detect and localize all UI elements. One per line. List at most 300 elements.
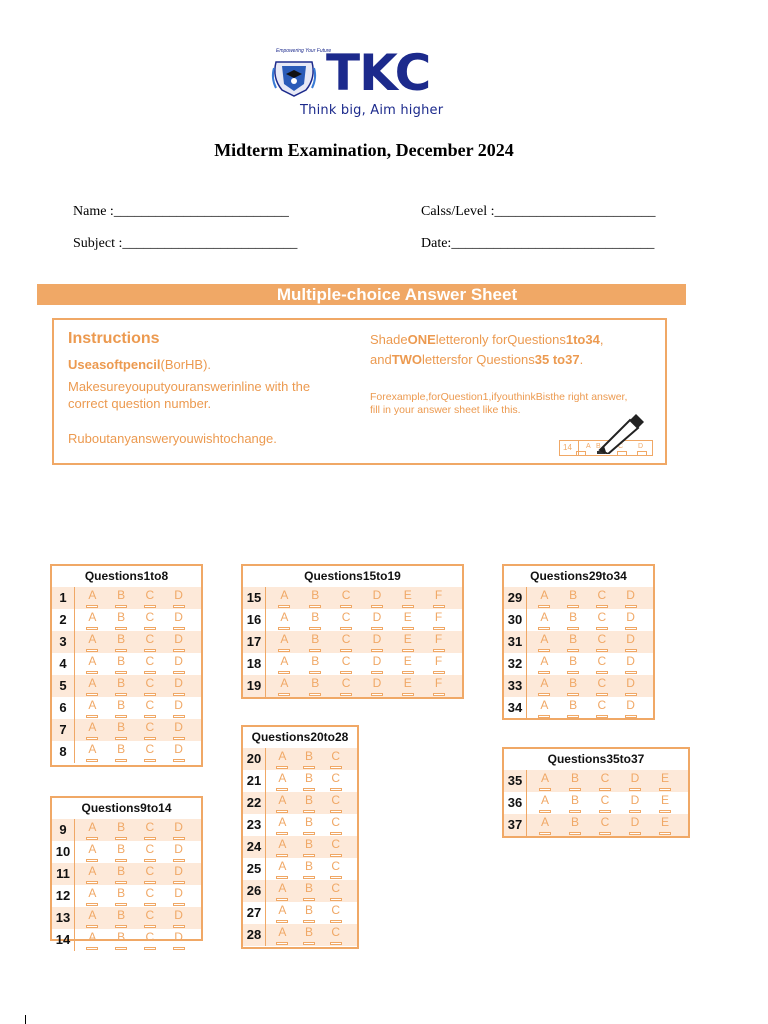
answer-bubble-c[interactable] bbox=[141, 587, 159, 609]
bubble-mark bbox=[115, 649, 127, 652]
bubble-letter: E bbox=[403, 610, 412, 624]
answer-bubble-a[interactable] bbox=[83, 741, 101, 763]
bubble-mark bbox=[86, 693, 98, 696]
bubble-letter: A bbox=[280, 676, 289, 690]
bubble-letter: B bbox=[117, 908, 126, 922]
question-number: 18 bbox=[243, 653, 266, 675]
pencil-rest: (BorHB). bbox=[160, 357, 212, 372]
logo-wordmark: TKC bbox=[326, 44, 431, 102]
answer-bubble-c[interactable] bbox=[141, 631, 159, 653]
bubble-mark bbox=[402, 605, 414, 608]
bubble-mark bbox=[115, 605, 127, 608]
answer-bubble-f[interactable] bbox=[430, 675, 448, 697]
answer-bubble-a[interactable] bbox=[273, 880, 291, 902]
answer-bubble-e[interactable] bbox=[656, 792, 674, 814]
answer-bubble-a[interactable] bbox=[273, 858, 291, 880]
answer-bubble-c[interactable] bbox=[141, 653, 159, 675]
bubble-letter: C bbox=[331, 881, 340, 895]
answer-bubble-d[interactable] bbox=[368, 609, 386, 631]
bubble-mark bbox=[173, 649, 185, 652]
answer-bubble-b[interactable] bbox=[112, 929, 130, 951]
answer-bubble-b[interactable] bbox=[300, 770, 318, 792]
answer-bubble-b[interactable] bbox=[306, 653, 324, 675]
answer-bubble-b[interactable] bbox=[112, 631, 130, 653]
answer-bubble-e[interactable] bbox=[399, 587, 417, 609]
bubble-mark bbox=[144, 605, 156, 608]
example-mark-a bbox=[576, 451, 586, 456]
answer-bubble-b[interactable] bbox=[566, 770, 584, 792]
bubble-letter: C bbox=[145, 820, 155, 834]
answer-bubble-b[interactable] bbox=[564, 631, 582, 653]
bubble-mark bbox=[303, 854, 315, 857]
answer-bubble-a[interactable] bbox=[273, 924, 291, 946]
answer-bubble-b[interactable] bbox=[306, 631, 324, 653]
bubble-letter: A bbox=[88, 908, 97, 922]
bubble-letter: C bbox=[145, 930, 155, 944]
bubble-letter: B bbox=[304, 859, 313, 873]
answer-bubble-c[interactable] bbox=[337, 653, 355, 675]
bubble-letter: C bbox=[341, 588, 351, 602]
bubble-letter: C bbox=[331, 815, 340, 829]
answer-bubble-b[interactable] bbox=[112, 587, 130, 609]
bubble-mark bbox=[115, 881, 127, 884]
question-number: 26 bbox=[243, 880, 266, 902]
bubble-letter: D bbox=[372, 610, 382, 624]
answer-bubble-c[interactable] bbox=[596, 814, 614, 836]
bubble-letter: D bbox=[630, 771, 640, 785]
bubble-mark bbox=[144, 903, 156, 906]
answer-bubble-b[interactable] bbox=[564, 697, 582, 719]
bubble-mark bbox=[539, 832, 551, 835]
bubble-mark bbox=[144, 693, 156, 696]
answer-bubble-a[interactable] bbox=[83, 697, 101, 719]
answer-bubble-b[interactable] bbox=[112, 863, 130, 885]
answer-bubble-c[interactable] bbox=[593, 653, 611, 675]
bubble-mark bbox=[173, 759, 185, 762]
bubble-mark bbox=[144, 737, 156, 740]
answer-bubble-b[interactable] bbox=[566, 814, 584, 836]
answer-bubble-a[interactable] bbox=[83, 819, 101, 841]
bubble-letter: A bbox=[278, 815, 287, 829]
shade-range: 1to34 bbox=[565, 332, 600, 347]
bubble-mark bbox=[538, 605, 550, 608]
answer-bubble-b[interactable] bbox=[112, 609, 130, 631]
bubble-letter: C bbox=[331, 749, 340, 763]
answer-bubble-c[interactable] bbox=[141, 609, 159, 631]
bubble-mark bbox=[86, 605, 98, 608]
bubble-letter: A bbox=[88, 820, 97, 834]
answer-bubble-b[interactable] bbox=[112, 719, 130, 741]
answer-grid-questions-15-19 bbox=[241, 564, 464, 699]
bubble-letter: C bbox=[331, 859, 340, 873]
answer-bubble-c[interactable] bbox=[327, 770, 345, 792]
answer-bubble-c[interactable] bbox=[327, 902, 345, 924]
answer-bubble-a[interactable] bbox=[536, 770, 554, 792]
answer-bubble-b[interactable] bbox=[306, 675, 324, 697]
answer-bubble-a[interactable] bbox=[83, 719, 101, 741]
bubble-mark bbox=[86, 881, 98, 884]
answer-bubble-d[interactable] bbox=[626, 814, 644, 836]
bubble-mark bbox=[278, 649, 290, 652]
bubble-letter: A bbox=[88, 698, 97, 712]
example-instruction: Forexample,forQuestion1,ifyouthinkBisthe right answer, fill in your answer sheet like this. bbox=[370, 391, 628, 416]
answer-bubble-e[interactable] bbox=[656, 814, 674, 836]
bubble-mark bbox=[173, 693, 185, 696]
answer-bubble-a[interactable] bbox=[83, 653, 101, 675]
shade-two: TWO bbox=[391, 352, 423, 367]
answer-bubble-c[interactable] bbox=[337, 631, 355, 653]
question-row bbox=[504, 587, 653, 609]
answer-bubble-a[interactable] bbox=[83, 863, 101, 885]
answer-bubble-f[interactable] bbox=[430, 631, 448, 653]
bubble-mark bbox=[629, 810, 641, 813]
answer-bubble-b[interactable] bbox=[112, 741, 130, 763]
bubble-letter: D bbox=[174, 742, 183, 756]
subject-field[interactable]: Subject :_________________________ bbox=[73, 236, 298, 251]
answer-bubble-a[interactable] bbox=[275, 653, 293, 675]
answer-bubble-a[interactable] bbox=[536, 814, 554, 836]
answer-bubble-d[interactable] bbox=[170, 819, 188, 841]
bubble-letter: A bbox=[280, 632, 289, 646]
answer-bubble-b[interactable] bbox=[566, 792, 584, 814]
grid-title: Questions1to8 bbox=[52, 566, 201, 588]
question-number: 12 bbox=[52, 885, 75, 907]
bubble-mark bbox=[86, 649, 98, 652]
bubble-mark bbox=[538, 649, 550, 652]
answer-bubble-d[interactable] bbox=[170, 631, 188, 653]
question-number: 37 bbox=[504, 814, 527, 836]
bubble-letter: D bbox=[174, 610, 183, 624]
date-field[interactable]: Date:_____________________________ bbox=[421, 236, 655, 251]
answer-bubble-a[interactable] bbox=[83, 929, 101, 951]
bubble-letter: D bbox=[174, 588, 183, 602]
bubble-letter: F bbox=[434, 676, 443, 690]
answer-bubble-d[interactable] bbox=[170, 609, 188, 631]
bubble-letter: D bbox=[372, 676, 382, 690]
bubble-mark bbox=[596, 693, 608, 696]
answer-bubble-b[interactable] bbox=[564, 609, 582, 631]
answer-bubble-d[interactable] bbox=[170, 929, 188, 951]
question-number: 36 bbox=[504, 792, 527, 814]
bubble-mark bbox=[173, 881, 185, 884]
answer-bubble-c[interactable] bbox=[593, 587, 611, 609]
bubble-letter: A bbox=[278, 771, 287, 785]
bubble-letter: A bbox=[278, 793, 287, 807]
bubble-letter: D bbox=[174, 908, 183, 922]
answer-bubble-a[interactable] bbox=[83, 841, 101, 863]
bubble-mark bbox=[625, 715, 637, 718]
answer-bubble-a[interactable] bbox=[273, 902, 291, 924]
bubble-letter: D bbox=[372, 632, 382, 646]
bubble-mark bbox=[144, 627, 156, 630]
answer-bubble-f[interactable] bbox=[430, 587, 448, 609]
bubble-letter: A bbox=[88, 632, 97, 646]
answer-bubble-a[interactable] bbox=[275, 587, 293, 609]
bubble-letter: B bbox=[311, 610, 320, 624]
question-row bbox=[504, 675, 653, 697]
answer-bubble-e[interactable] bbox=[399, 675, 417, 697]
answer-bubble-a[interactable] bbox=[83, 675, 101, 697]
answer-bubble-a[interactable] bbox=[273, 748, 291, 770]
answer-bubble-a[interactable] bbox=[83, 609, 101, 631]
bubble-letter: B bbox=[311, 632, 320, 646]
answer-bubble-b[interactable] bbox=[300, 836, 318, 858]
bubble-letter: A bbox=[278, 881, 287, 895]
bubble-letter: F bbox=[434, 610, 443, 624]
bubble-letter: A bbox=[540, 698, 549, 712]
answer-bubble-b[interactable] bbox=[300, 792, 318, 814]
bubble-mark bbox=[330, 876, 342, 879]
bubble-letter: C bbox=[597, 676, 607, 690]
answer-bubble-c[interactable] bbox=[141, 697, 159, 719]
answer-bubble-b[interactable] bbox=[300, 924, 318, 946]
bubble-mark bbox=[144, 947, 156, 950]
bubble-mark bbox=[402, 693, 414, 696]
answer-bubble-c[interactable] bbox=[327, 836, 345, 858]
answer-bubble-b[interactable] bbox=[112, 675, 130, 697]
answer-bubble-a[interactable] bbox=[535, 609, 553, 631]
bubble-letter: A bbox=[88, 930, 97, 944]
answer-bubble-b[interactable] bbox=[112, 819, 130, 841]
bubble-mark bbox=[330, 810, 342, 813]
answer-bubble-d[interactable] bbox=[626, 770, 644, 792]
text-cursor bbox=[25, 1015, 26, 1024]
answer-bubble-d[interactable] bbox=[170, 841, 188, 863]
answer-bubble-d[interactable] bbox=[170, 741, 188, 763]
bubble-mark bbox=[659, 810, 671, 813]
answer-bubble-a[interactable] bbox=[275, 631, 293, 653]
bubble-letter: E bbox=[403, 676, 412, 690]
bubble-mark bbox=[596, 627, 608, 630]
answer-bubble-a[interactable] bbox=[83, 631, 101, 653]
question-row bbox=[52, 697, 201, 719]
answer-bubble-e[interactable] bbox=[656, 770, 674, 792]
answer-bubble-d[interactable] bbox=[170, 653, 188, 675]
answer-bubble-b[interactable] bbox=[112, 885, 130, 907]
answer-bubble-a[interactable] bbox=[83, 885, 101, 907]
answer-bubble-d[interactable] bbox=[170, 907, 188, 929]
answer-bubble-c[interactable] bbox=[141, 675, 159, 697]
bubble-mark bbox=[569, 832, 581, 835]
answer-bubble-d[interactable] bbox=[170, 697, 188, 719]
example-letter-b: B bbox=[596, 443, 601, 450]
bubble-letter: C bbox=[597, 654, 607, 668]
answer-bubble-c[interactable] bbox=[141, 885, 159, 907]
answer-bubble-b[interactable] bbox=[112, 697, 130, 719]
bubble-letter: A bbox=[540, 676, 549, 690]
answer-bubble-a[interactable] bbox=[275, 609, 293, 631]
answer-bubble-d[interactable] bbox=[622, 697, 640, 719]
answer-bubble-b[interactable] bbox=[564, 675, 582, 697]
answer-bubble-b[interactable] bbox=[300, 814, 318, 836]
answer-bubble-c[interactable] bbox=[327, 924, 345, 946]
answer-bubble-b[interactable] bbox=[112, 653, 130, 675]
bubble-mark bbox=[86, 947, 98, 950]
answer-bubble-c[interactable] bbox=[141, 841, 159, 863]
bubble-mark bbox=[433, 671, 445, 674]
bubble-mark bbox=[371, 671, 383, 674]
answer-sheet-banner bbox=[37, 284, 686, 305]
answer-bubble-c[interactable] bbox=[327, 748, 345, 770]
answer-bubble-b[interactable] bbox=[306, 587, 324, 609]
answer-bubble-c[interactable] bbox=[337, 587, 355, 609]
answer-bubble-c[interactable] bbox=[596, 770, 614, 792]
bubble-mark bbox=[173, 671, 185, 674]
bubble-letter: B bbox=[570, 771, 579, 785]
answer-bubble-b[interactable] bbox=[300, 902, 318, 924]
answer-bubble-b[interactable] bbox=[564, 587, 582, 609]
answer-bubble-d[interactable] bbox=[170, 885, 188, 907]
bubble-mark bbox=[86, 671, 98, 674]
question-number: 10 bbox=[52, 841, 75, 863]
answer-bubble-b[interactable] bbox=[300, 748, 318, 770]
bubble-letter: D bbox=[626, 676, 635, 690]
bubble-mark bbox=[402, 671, 414, 674]
logo-tagline: Think big, Aim higher bbox=[300, 103, 444, 118]
bubble-mark bbox=[276, 766, 288, 769]
answer-bubble-a[interactable] bbox=[535, 631, 553, 653]
bubble-mark bbox=[538, 671, 550, 674]
bubble-letter: B bbox=[304, 881, 313, 895]
bubble-letter: C bbox=[145, 908, 155, 922]
answer-bubble-d[interactable] bbox=[170, 719, 188, 741]
bubble-mark bbox=[86, 759, 98, 762]
answer-bubble-d[interactable] bbox=[368, 653, 386, 675]
bubble-letter: B bbox=[117, 588, 126, 602]
bubble-mark bbox=[625, 605, 637, 608]
answer-bubble-c[interactable] bbox=[141, 929, 159, 951]
bubble-mark bbox=[625, 693, 637, 696]
answer-bubble-c[interactable] bbox=[141, 741, 159, 763]
question-row bbox=[243, 675, 462, 697]
answer-bubble-d[interactable] bbox=[626, 792, 644, 814]
answer-bubble-c[interactable] bbox=[593, 631, 611, 653]
bubble-mark bbox=[303, 876, 315, 879]
bubble-mark bbox=[340, 671, 352, 674]
answer-bubble-d[interactable] bbox=[622, 675, 640, 697]
answer-bubble-b[interactable] bbox=[300, 880, 318, 902]
answer-bubble-a[interactable] bbox=[536, 792, 554, 814]
answer-bubble-a[interactable] bbox=[273, 792, 291, 814]
answer-bubble-f[interactable] bbox=[430, 653, 448, 675]
question-row bbox=[52, 863, 201, 885]
bubble-mark bbox=[539, 810, 551, 813]
bubble-letter: D bbox=[626, 698, 635, 712]
answer-bubble-f[interactable] bbox=[430, 609, 448, 631]
bubble-mark bbox=[567, 649, 579, 652]
answer-bubble-d[interactable] bbox=[170, 587, 188, 609]
answer-bubble-b[interactable] bbox=[112, 907, 130, 929]
answer-bubble-a[interactable] bbox=[275, 675, 293, 697]
bubble-mark bbox=[567, 715, 579, 718]
bubble-mark bbox=[303, 810, 315, 813]
answer-bubble-b[interactable] bbox=[564, 653, 582, 675]
answer-bubble-d[interactable] bbox=[170, 675, 188, 697]
bubble-mark bbox=[115, 925, 127, 928]
answer-bubble-d[interactable] bbox=[368, 631, 386, 653]
bubble-mark bbox=[538, 627, 550, 630]
answer-grid-questions-20-28 bbox=[241, 725, 359, 949]
bubble-letter: F bbox=[434, 654, 443, 668]
answer-bubble-e[interactable] bbox=[399, 609, 417, 631]
answer-bubble-e[interactable] bbox=[399, 653, 417, 675]
answer-bubble-b[interactable] bbox=[112, 841, 130, 863]
answer-bubble-d[interactable] bbox=[622, 653, 640, 675]
bubble-mark bbox=[596, 671, 608, 674]
answer-bubble-a[interactable] bbox=[83, 587, 101, 609]
answer-bubble-c[interactable] bbox=[327, 880, 345, 902]
bubble-letter: A bbox=[278, 903, 287, 917]
bubble-letter: C bbox=[145, 698, 155, 712]
question-row bbox=[52, 885, 201, 907]
bubble-mark bbox=[309, 671, 321, 674]
bubble-letter: B bbox=[117, 676, 126, 690]
answer-bubble-d[interactable] bbox=[622, 587, 640, 609]
answer-bubble-d[interactable] bbox=[170, 863, 188, 885]
answer-bubble-a[interactable] bbox=[535, 675, 553, 697]
answer-bubble-c[interactable] bbox=[141, 719, 159, 741]
answer-bubble-a[interactable] bbox=[535, 653, 553, 675]
answer-bubble-d[interactable] bbox=[368, 675, 386, 697]
answer-bubble-c[interactable] bbox=[327, 858, 345, 880]
bubble-letter: D bbox=[372, 588, 382, 602]
answer-bubble-c[interactable] bbox=[593, 697, 611, 719]
question-number: 23 bbox=[243, 814, 266, 836]
answer-bubble-c[interactable] bbox=[141, 907, 159, 929]
answer-grid-questions-9-14 bbox=[50, 796, 203, 947]
bubble-mark bbox=[86, 715, 98, 718]
bubble-mark bbox=[115, 759, 127, 762]
answer-bubble-a[interactable] bbox=[273, 814, 291, 836]
bubble-letter: C bbox=[341, 654, 351, 668]
answer-bubble-c[interactable] bbox=[337, 609, 355, 631]
bubble-mark bbox=[309, 605, 321, 608]
bubble-mark bbox=[340, 693, 352, 696]
class-level-field[interactable]: Calss/Level :_______________________ bbox=[421, 204, 656, 219]
answer-bubble-e[interactable] bbox=[399, 631, 417, 653]
answer-bubble-a[interactable] bbox=[273, 770, 291, 792]
answer-bubble-d[interactable] bbox=[622, 609, 640, 631]
bubble-mark bbox=[276, 876, 288, 879]
answer-bubble-c[interactable] bbox=[337, 675, 355, 697]
answer-bubble-b[interactable] bbox=[300, 858, 318, 880]
bubble-letter: C bbox=[145, 742, 155, 756]
answer-bubble-b[interactable] bbox=[306, 609, 324, 631]
answer-bubble-d[interactable] bbox=[622, 631, 640, 653]
bubble-letter: B bbox=[117, 842, 126, 856]
name-field[interactable]: Name :_________________________ bbox=[73, 204, 289, 219]
answer-bubble-c[interactable] bbox=[327, 792, 345, 814]
bubble-letter: C bbox=[600, 771, 610, 785]
answer-bubble-d[interactable] bbox=[368, 587, 386, 609]
answer-bubble-a[interactable] bbox=[83, 907, 101, 929]
answer-bubble-a[interactable] bbox=[273, 836, 291, 858]
question-row bbox=[243, 836, 357, 858]
question-number: 33 bbox=[504, 675, 527, 697]
bubble-mark bbox=[596, 649, 608, 652]
grid-title: Questions15to19 bbox=[243, 566, 462, 588]
answer-bubble-a[interactable] bbox=[535, 587, 553, 609]
bubble-letter: D bbox=[626, 654, 635, 668]
bubble-letter: C bbox=[597, 610, 607, 624]
answer-bubble-c[interactable] bbox=[596, 792, 614, 814]
answer-bubble-c[interactable] bbox=[141, 819, 159, 841]
answer-bubble-a[interactable] bbox=[535, 697, 553, 719]
answer-bubble-c[interactable] bbox=[593, 675, 611, 697]
answer-bubble-c[interactable] bbox=[327, 814, 345, 836]
answer-bubble-c[interactable] bbox=[141, 863, 159, 885]
answer-bubble-c[interactable] bbox=[593, 609, 611, 631]
